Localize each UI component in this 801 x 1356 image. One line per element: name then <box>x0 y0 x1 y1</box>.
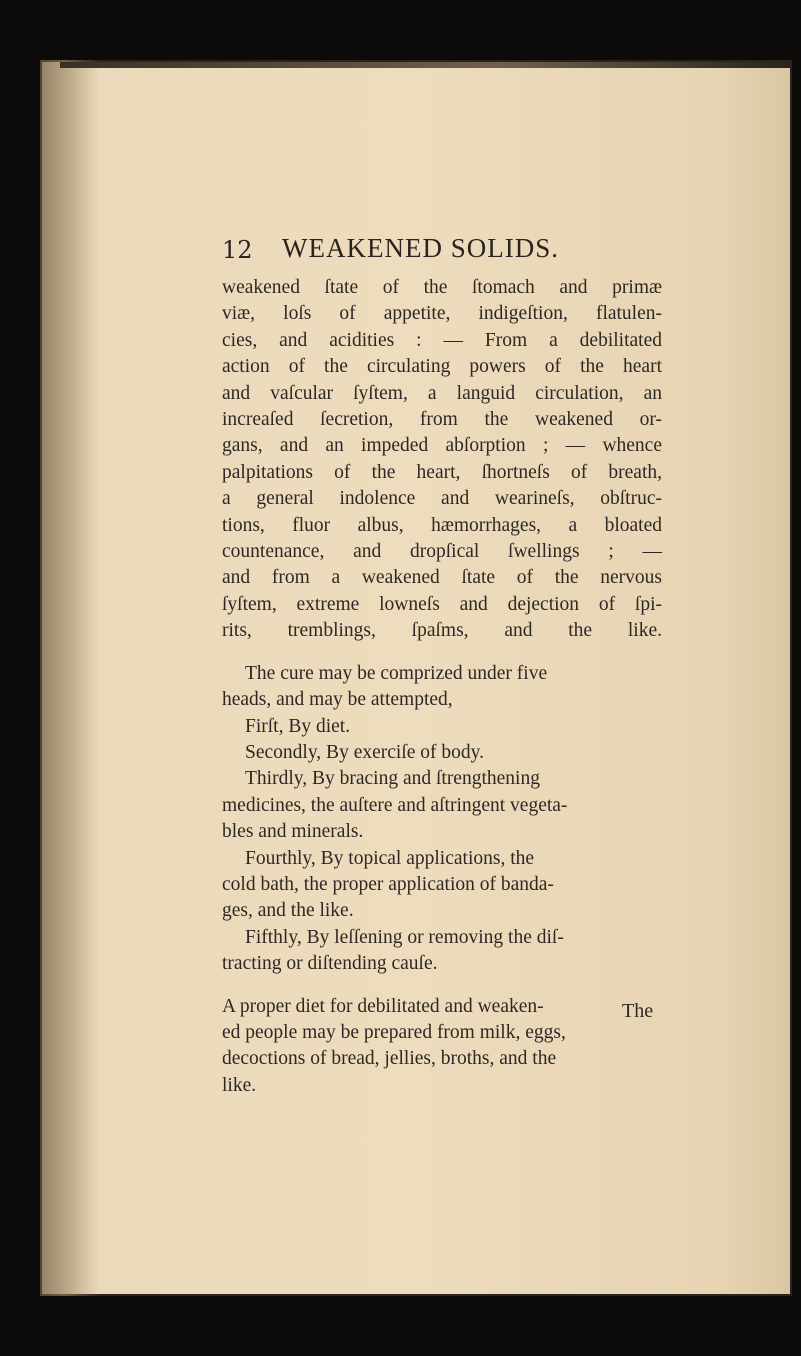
text-line: heads, and may be attempted, <box>222 689 453 711</box>
page-top-edge <box>60 62 790 68</box>
text-line: ges, and the like. <box>222 900 354 922</box>
text-line: like. <box>222 1074 257 1096</box>
text-line: tracting or diſtending cauſe. <box>222 953 438 975</box>
text-line: ſyſtem, extreme lowneſs and dejection of ſpi- <box>222 593 662 615</box>
text-line: a general indolence and wearineſs, obſtruc- <box>222 488 662 510</box>
running-title: WEAKENED SOLIDS. <box>282 233 559 263</box>
text-line: and vaſcular ſyſtem, a languid circulation, an <box>222 382 662 404</box>
list-item: Fifthly, By leſſening or removing the diſ- <box>245 926 564 948</box>
text-line: A proper diet for debilitated and weaken- <box>222 995 544 1017</box>
text-line: cold bath, the proper application of banda- <box>222 873 554 895</box>
text-line: decoctions of bread, jellies, broths, and the <box>222 1048 557 1070</box>
body-text <box>222 275 662 1099</box>
list-item: Secondly, By exerciſe of body. <box>245 741 484 763</box>
text-line: viæ, loſs of appetite, indigeſtion, flatulen- <box>222 303 662 325</box>
paragraph-3 <box>222 994 662 1100</box>
list-item: Fourthly, By topical applications, the <box>245 847 535 869</box>
text-line: palpitations of the heart, ſhortneſs of breath, <box>222 461 662 483</box>
text-line: countenance, and dropſical ſwellings ; — <box>222 541 662 563</box>
paragraph-2 <box>222 661 662 978</box>
page-number: 12 <box>222 236 253 264</box>
list-item: Firſt, By diet. <box>245 715 351 737</box>
text-line: ed people may be prepared from milk, eggs, <box>222 1021 566 1043</box>
text-line: weakened ſtate of the ſtomach and primæ <box>222 277 662 298</box>
text-line: and from a weakened ſtate of the nervous <box>222 567 662 589</box>
text-line: cies, and acidities : — From a debilitated <box>222 329 662 351</box>
text-line: rits, tremblings, ſpaſms, and the like. <box>222 620 662 642</box>
text-line: bles and minerals. <box>222 821 364 843</box>
paragraph-1 <box>222 275 662 645</box>
text-line: tions, fluor albus, hæmorrhages, a bloated <box>222 514 662 536</box>
text-line: action of the circulating powers of the heart <box>222 356 662 378</box>
list-item: Thirdly, By bracing and ſtrengthening <box>245 768 540 790</box>
text-line: medicines, the auſtere and aſtringent vegeta- <box>222 794 568 816</box>
text-line: gans, and an impeded abſorption ; — whence <box>222 435 662 457</box>
text-line: The cure may be comprized under five <box>245 662 548 684</box>
catchword: The <box>622 1000 654 1022</box>
text-line: increaſed ſecretion, from the weakened or- <box>222 409 662 431</box>
